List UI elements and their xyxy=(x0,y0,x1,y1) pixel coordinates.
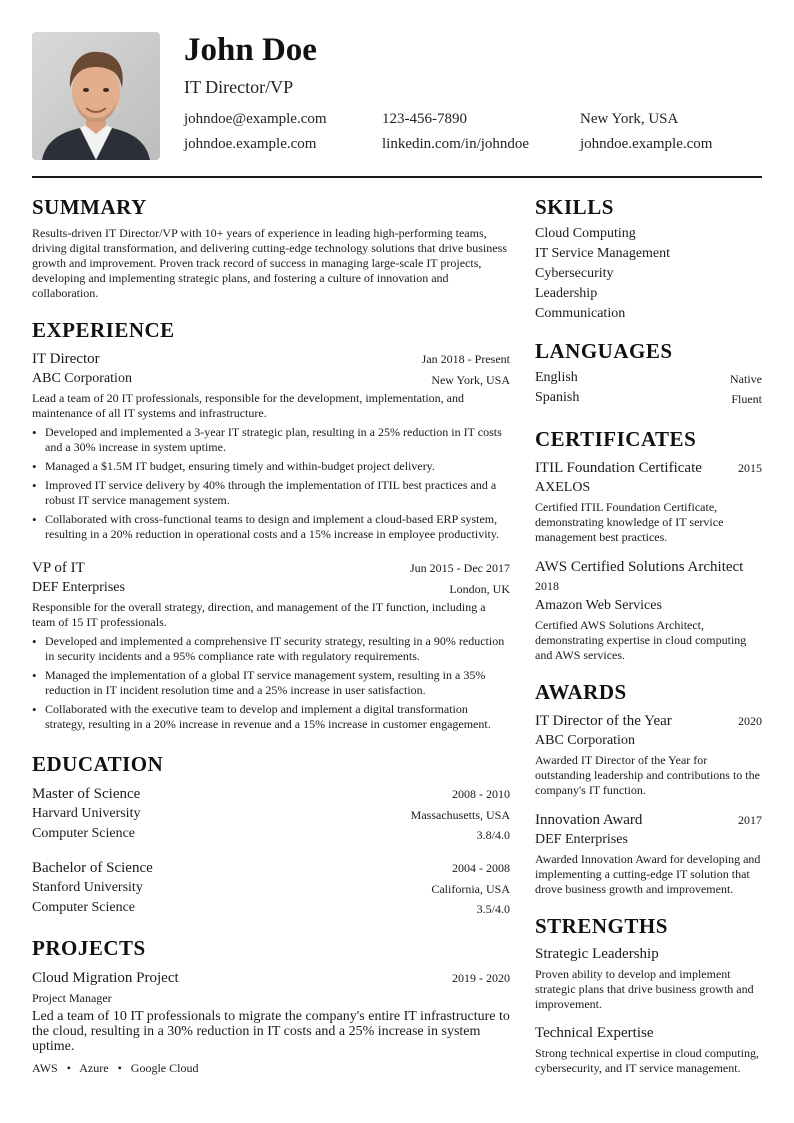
skills-heading: SKILLS xyxy=(535,195,614,219)
job-dates: Jan 2018 - Present xyxy=(421,352,510,366)
education-degree: Bachelor of Science xyxy=(32,860,153,876)
education-heading: EDUCATION xyxy=(32,752,164,776)
job-company: DEF Enterprises xyxy=(32,580,125,595)
project-tag: Azure xyxy=(79,1061,109,1075)
skill-item: Communication xyxy=(535,306,626,321)
strengths-heading: STRENGTHS xyxy=(535,914,668,938)
certificates-heading: CERTIFICATES xyxy=(535,427,697,451)
job-bullet: • Developed and implemented a 3-year IT strategic plan, resulting in a 25% reduction in IT costs and a 30% increase in system uptime. xyxy=(45,425,510,455)
certificate-description: Certified AWS Solutions Architect, demonstrating expertise in cloud computing and AWS services. xyxy=(535,618,747,662)
strength-name: Technical Expertise xyxy=(535,1025,654,1041)
profile-photo xyxy=(32,32,160,160)
award-description: Awarded Innovation Award for developing and implementing a cutting-edge IT solution that drove business growth and improvement. xyxy=(535,852,761,896)
project-description: Led a team of 10 IT professionals to migrate the company's entire IT infrastructure to the cloud, resulting in a 30% reduction in IT costs and a 25% increase in system uptime. xyxy=(32,1009,510,1054)
phone-text: 123-456-7890 xyxy=(382,111,467,127)
job-bullet: • Managed a $1.5M IT budget, ensuring timely and within-budget project delivery. xyxy=(45,459,510,474)
education-field: Computer Science xyxy=(32,900,136,915)
certificate-name: AWS Certified Solutions Architect xyxy=(535,559,744,575)
strength-description: Strong technical expertise in cloud computing, cybersecurity, and IT service management. xyxy=(535,1046,759,1075)
candidate-title: IT Director/VP xyxy=(184,77,294,97)
certificate-issuer: Amazon Web Services xyxy=(535,598,662,613)
linkedin-link[interactable]: linkedin.com/in/johndoe xyxy=(382,136,530,152)
portrait-image xyxy=(32,32,160,160)
award-name: Innovation Award xyxy=(535,812,643,828)
email-link[interactable]: johndoe@example.com xyxy=(184,111,327,127)
job-bullet: • Developed and implemented a comprehensive IT security strategy, resulting in a 90% reduction in security incidents and a 95% compliance rate with regulatory requirements. xyxy=(45,634,510,664)
tag-separator: • xyxy=(117,1061,122,1075)
certificate-year: 2018 xyxy=(535,579,559,593)
job-location: London, UK xyxy=(449,582,510,596)
strength-description: Proven ability to develop and implement strategic plans that drive business growth and improvement. xyxy=(535,967,754,1011)
skill-item: Leadership xyxy=(535,286,598,301)
project-name: Cloud Migration Project xyxy=(32,970,179,986)
project-dates: 2019 - 2020 xyxy=(452,971,510,985)
summary-heading: SUMMARY xyxy=(32,195,147,219)
certificate-year: 2015 xyxy=(738,461,762,475)
project-tags xyxy=(32,1061,198,1076)
award-year: 2020 xyxy=(738,714,762,728)
projects-heading: PROJECTS xyxy=(32,936,146,960)
education-school: Harvard University xyxy=(32,806,141,821)
job-bullet: • Improved IT service delivery by 40% through the implementation of ITIL best practices and a robust IT service management system. xyxy=(45,478,510,508)
language-level: Fluent xyxy=(731,392,762,406)
languages-heading: LANGUAGES xyxy=(535,339,673,363)
job-description: Lead a team of 20 IT professionals, responsible for the development, implementation, and maintenance of all IT systems and infrastructure. xyxy=(32,391,464,420)
website-link[interactable]: johndoe.example.com xyxy=(184,136,317,152)
job-description: Responsible for the overall strategy, direction, and management of the IT function, including a team of 15 IT professionals. xyxy=(32,600,486,629)
certificate-description: Certified ITIL Foundation Certificate, demonstrating knowledge of IT service management best practices. xyxy=(535,500,724,544)
project-tag: AWS xyxy=(32,1061,58,1075)
skill-item: Cloud Computing xyxy=(535,226,636,241)
job-bullet: • Managed the implementation of a global IT service management system, resulting in a 35% reduction in IT incident resolution time and a 25% increase in user satisfaction. xyxy=(45,668,510,698)
location-text: New York, USA xyxy=(580,111,679,127)
job-bullet: • Collaborated with the executive team to develop and implement a digital transformation strategy, resulting in a 20% increase in revenue and a 15% increase in customer engagement. xyxy=(45,702,510,732)
education-location: California, USA xyxy=(431,882,510,896)
header-divider xyxy=(32,176,762,178)
award-year: 2017 xyxy=(738,813,762,827)
education-school: Stanford University xyxy=(32,880,143,895)
education-dates: 2004 - 2008 xyxy=(452,861,510,875)
strength-name: Strategic Leadership xyxy=(535,946,659,962)
job-title: IT Director xyxy=(32,351,100,367)
education-dates: 2008 - 2010 xyxy=(452,787,510,801)
skill-item: IT Service Management xyxy=(535,246,671,261)
tag-separator: • xyxy=(66,1061,71,1075)
language-name: Spanish xyxy=(535,390,580,405)
language-level: Native xyxy=(730,372,762,386)
summary-text: Results-driven IT Director/VP with 10+ years of experience in leading high-performing teams, driving digital transformation, and delivering cutting-edge technology solutions that drive business growth and improvement. Proven track record of success in managing large-scale IT projects, developing and implementing strategic plans, and fostering a culture of innovation and collaboration. xyxy=(32,226,507,300)
project-role: Project Manager xyxy=(32,991,112,1005)
award-description: Awarded IT Director of the Year for outstanding leadership and contributions to the company's IT function. xyxy=(535,753,760,797)
job-title: VP of IT xyxy=(32,560,85,576)
awards-heading: AWARDS xyxy=(535,680,627,704)
award-name: IT Director of the Year xyxy=(535,713,672,729)
award-issuer: ABC Corporation xyxy=(535,733,635,748)
job-company: ABC Corporation xyxy=(32,371,132,386)
education-gpa: 3.8/4.0 xyxy=(476,828,510,842)
education-location: Massachusetts, USA xyxy=(410,808,510,822)
language-name: English xyxy=(535,370,578,385)
job-location: New York, USA xyxy=(431,373,510,387)
website-link-secondary[interactable]: johndoe.example.com xyxy=(580,136,713,152)
education-gpa: 3.5/4.0 xyxy=(476,902,510,916)
award-issuer: DEF Enterprises xyxy=(535,832,628,847)
certificate-issuer: AXELOS xyxy=(535,480,591,495)
education-degree: Master of Science xyxy=(32,786,141,802)
candidate-name: John Doe xyxy=(184,32,317,68)
certificate-name: ITIL Foundation Certificate xyxy=(535,460,702,476)
experience-heading: EXPERIENCE xyxy=(32,318,175,342)
skill-item: Cybersecurity xyxy=(535,266,614,281)
education-field: Computer Science xyxy=(32,826,136,841)
job-dates: Jun 2015 - Dec 2017 xyxy=(410,561,510,575)
project-tag: Google Cloud xyxy=(130,1061,199,1075)
job-bullet: • Collaborated with cross-functional teams to design and implement a cloud-based ERP system, resulting in a 20% reduction in operational costs and a 15% increase in employee productivity. xyxy=(45,512,510,542)
